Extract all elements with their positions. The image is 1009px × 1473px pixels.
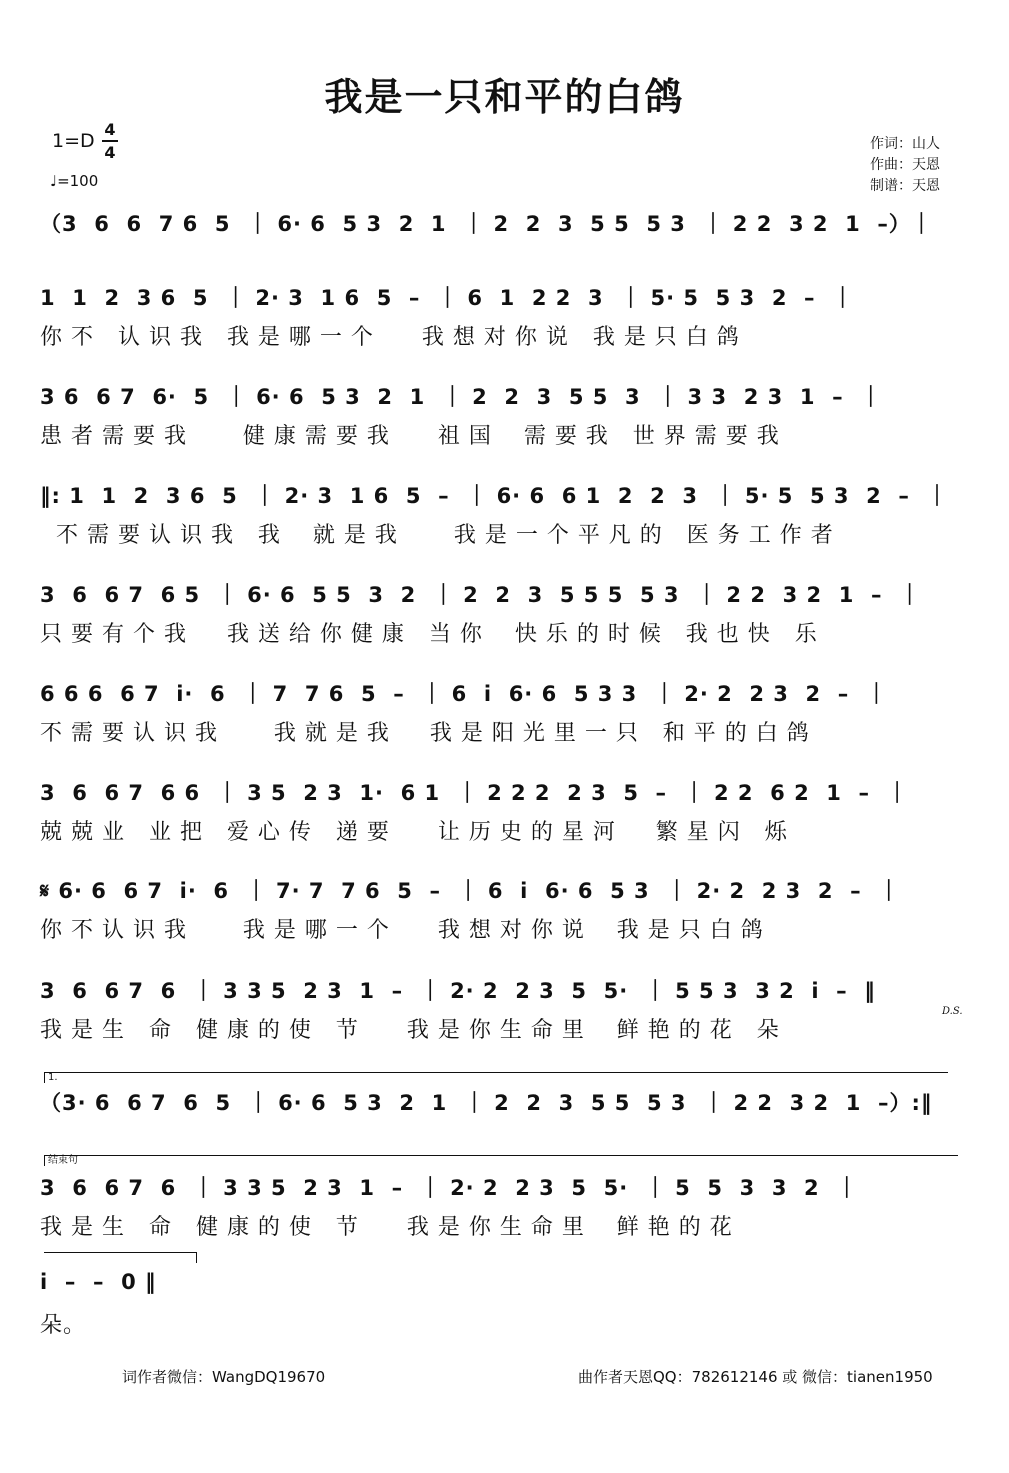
ending-bracket-continuation [44,1252,197,1263]
notes-row: 𝄋 6· 6 6 7 i· 6 ｜ 7· 7 7 6 5 – ｜ 6 i 6· 6 5 3 ｜ 2· 2 2 3 2 – ｜ [40,879,901,903]
notes-row: 3 6 6 7 6 ｜ 3 3 5 2 3 1 – ｜ 2· 2 2 3 5 5· ｜ 5 5 3 3 2 ｜ [40,1176,859,1200]
lyrics-row: 不 需 要 认 识 我 我 就 是 我 我 是 一 个 平 凡 的 医 务 工 作 者 [40,523,834,548]
credit-transcriber: 制谱：天恩 [870,178,940,194]
time-signature [102,120,118,162]
staff-line-2 [40,381,960,455]
credits-block [870,134,940,197]
staff-line-8 [40,975,960,1049]
staff-line-4 [40,579,960,653]
notes-row: 3 6 6 7 6 5 ｜ 6· 6 5 5 3 2 ｜ 2 2 3 5 5 5 5 3 ｜ 2 2 3 2 1 – ｜ [40,583,922,607]
time-signature-bottom: 4 [104,143,116,162]
lyrics-row: 不 需 要 认 识 我 我 就 是 我 我 是 阳 光 里 一 只 和 平 的 白 鸽 [40,721,810,746]
lyrics-row: 我 是 生 命 健 康 的 使 节 我 是 你 生 命 里 鲜 艳 的 花 [40,1215,733,1240]
notes-row: 3 6 6 7 6 ｜ 3 3 5 2 3 1 – ｜ 2· 2 2 3 5 5· ｜ 5 5 3 3 2 i – ‖ [40,979,876,1003]
lyrics-row: 朵。 [40,1313,87,1338]
key-signature: 1=D [52,130,95,152]
notes-row: （3· 6 6 7 6 5 ｜ 6· 6 5 3 2 1 ｜ 2 2 3 5 5 5 3 ｜ 2 2 3 2 1 –）:‖ [40,1091,933,1115]
time-signature-divider [102,140,118,142]
notes-row: 3 6 6 7 6 6 ｜ 3 5 2 3 1· 6 1 ｜ 2 2 2 2 3 5 – ｜ 2 2 6 2 1 – ｜ [40,781,909,805]
composer-contact: 曲作者天恩QQ：782612146 或 微信：tianen1950 [578,1368,933,1386]
staff-line-7 [40,875,960,949]
lyrics-row: 你 不 认 识 我 我 是 哪 一 个 我 想 对 你 说 我 是 只 白 鸽 [40,918,764,943]
lyrics-row: 患 者 需 要 我 健 康 需 要 我 祖 国 需 要 我 世 界 需 要 我 [40,424,780,449]
lyrics-row: 我 是 生 命 健 康 的 使 节 我 是 你 生 命 里 鲜 艳 的 花 朵 [40,1018,780,1043]
ending-bracket: 结束句 [44,1155,958,1166]
staff-line-6 [40,777,960,851]
staff-line-intro [40,208,960,282]
ds-mark: D.S. [942,1006,963,1017]
staff-line-9 [40,1087,960,1161]
song-title: 我是一只和平的白鸽 [324,75,685,119]
notes-row: i – – 0 ‖ [40,1270,157,1294]
notes-row: 1 1 2 3 6 5 ｜ 2· 3 1 6 5 – ｜ 6 1 2 2 3 ｜ 5· 5 5 3 2 – ｜ [40,286,855,310]
time-signature-top: 4 [104,120,116,139]
lyrics-row: 兢 兢 业 业 把 爱 心 传 递 要 让 历 史 的 星 河 繁 星 闪 烁 [40,820,788,845]
lyricist-contact: 词作者微信：WangDQ19670 [122,1368,326,1386]
notes-row: 6 6 6 6 7 i· 6 ｜ 7 7 6 5 – ｜ 6 i 6· 6 5 3 3 ｜ 2· 2 2 3 2 – ｜ [40,682,888,706]
notes-row: （3 6 6 7 6 5 ｜ 6· 6 5 3 2 1 ｜ 2 2 3 5 5 5 3 ｜ 2 2 3 2 1 –）｜ [40,212,933,236]
lyrics-row: 你 不 认 识 我 我 是 哪 一 个 我 想 对 你 说 我 是 只 白 鸽 [40,325,740,350]
credit-lyricist: 作词：山人 [870,136,940,152]
staff-line-1 [40,282,960,356]
credit-composer: 作曲：天恩 [870,157,940,173]
notes-row: 3 6 6 7 6· 5 ｜ 6· 6 5 3 2 1 ｜ 2 2 3 5 5 3 ｜ 3 3 2 3 1 – ｜ [40,385,883,409]
staff-line-5 [40,678,960,752]
staff-line-11 [40,1270,960,1344]
tempo-marking: ♩=100 [50,172,99,190]
staff-line-10 [40,1172,960,1246]
lyrics-row: 只 要 有 个 我 我 送 给 你 健 康 当 你 快 乐 的 时 候 我 也 快 乐 [40,622,818,647]
staff-line-3 [40,480,960,554]
notes-row: ‖: 1 1 2 3 6 5 ｜ 2· 3 1 6 5 – ｜ 6· 6 6 1 2 2 3 ｜ 5· 5 5 3 2 – ｜ [40,484,949,508]
volta-bracket: 1. [44,1072,948,1083]
